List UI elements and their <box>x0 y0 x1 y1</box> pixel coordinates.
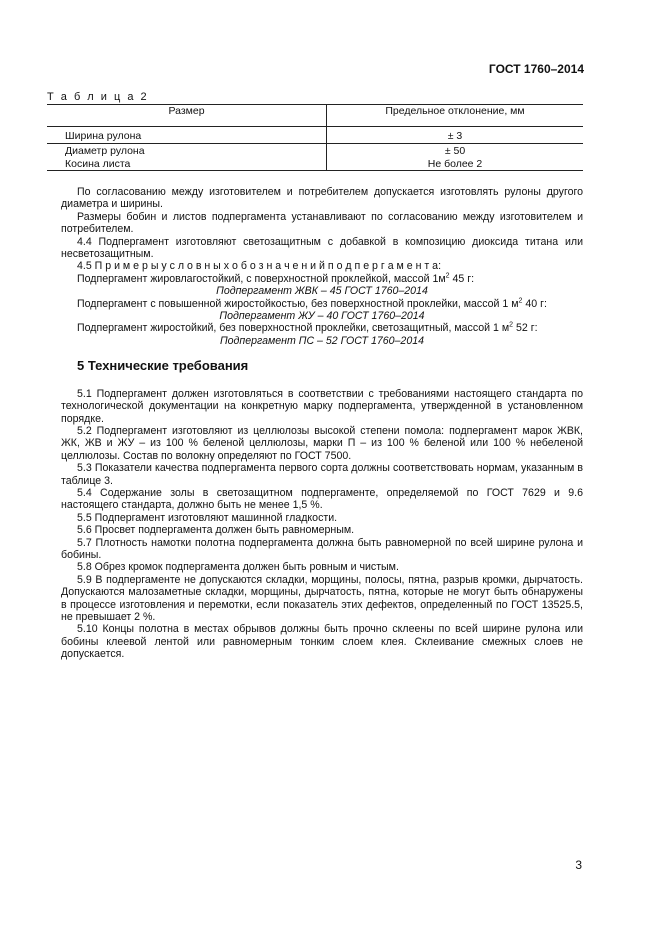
clause-5-6: 5.6 Просвет подпергамента должен быть равномерным. <box>77 524 355 537</box>
clause-5-1: 5.1 Подпергамент должен изготовляться в соответствии с требованиями настоящего стандарта по технологической документации на конкретную марку подпергамента, утвержденной в установленном порядке. <box>61 387 583 425</box>
paragraph-4-4: 4.4 Подпергамент изготовляют светозащитным с добавкой в композицию диоксида титана или несветозащитным. <box>61 235 583 261</box>
clause-5-4: 5.4 Содержание золы в светозащитном подпергаменте, определяемой по ГОСТ 7629 и 9.6 настоящего стандарта, должно быть не менее 1,5 %. <box>61 486 583 512</box>
clause-5-2: 5.2 Подпергамент изготовляют из целлюлозы высокой степени помола: подпергамент марок ЖВК, ЖК, ЖВ и ЖУ – из 100 % беленой целлюлозы, марки П – из 100 % беленой или 100 % небеленой целлюлозы. Состав по волокну определяют по ГОСТ 7500. <box>61 424 583 462</box>
clause-5-5: 5.5 Подпергамент изготовляют машинной гладкости. <box>77 511 338 524</box>
clause-5-10: 5.10 Концы полотна в местах обрывов должны быть прочно склеены по всей ширине рулона или бобины клеевой лентой или равномерным тонким слоем клея. Склеивание смежных слоев не допускается. <box>61 623 583 661</box>
dimensions-table <box>47 104 583 171</box>
table-cell: ± 50 <box>444 144 466 157</box>
example-2-code: Подпергамент ЖУ – 40 ГОСТ 1760–2014 <box>219 310 425 323</box>
column-header-size: Размер <box>47 105 327 127</box>
example-1-text: Подпергамент жировлагостойкий, с поверхностной проклейкой, массой $1м^2$ 45 г: <box>77 272 475 285</box>
clause-5-8: 5.8 Обрез кромок подпергамента должен быть ровным и чистым. <box>77 561 399 574</box>
table-row <box>47 157 583 171</box>
table-cell: ± 3 <box>327 127 584 144</box>
table-cell: Диаметр рулона <box>47 144 327 158</box>
example-2-text: Подпергамент с повышенной жиростойкостью, без поверхностной проклейки, массой 1 $м^2$ 40 г: <box>77 297 547 310</box>
column-header-deviation: Предельное отклонение, мм <box>327 105 584 127</box>
section-5-heading: 5 Технические требования <box>77 358 249 374</box>
clause-5-9: 5.9 В подпергаменте не допускаются складки, морщины, полосы, пятна, разрыв кромки, дырчатость. Допускаются малозаметные складки, морщины, дырчатость, пятна, которые не могут быть обнаружены в процессе изготовления и перемотки, если показатель этих дефектов, определенный по ГОСТ 13525.5, не превышает 2 %. <box>61 573 583 623</box>
table-row <box>47 127 583 144</box>
paragraph-4-5-heading: 4.5 П р и м е р ы у с л о в н ы х о б о з н а ч е н и й п о д п е р г а м е н т а: <box>77 260 442 273</box>
paragraph: По согласованию между изготовителем и потребителем допускается изготовлять рулоны другого диаметра и ширины. <box>61 186 583 211</box>
table-cell: Ширина рулона <box>47 127 327 144</box>
table-caption: Т а б л и ц а 2 <box>47 91 149 103</box>
document-standard-header: ГОСТ 1760–2014 <box>488 62 584 76</box>
table-row <box>47 144 583 158</box>
example-1-code: Подпергамент ЖВК – 45 ГОСТ 1760–2014 <box>216 285 428 298</box>
clause-5-7: 5.7 Плотность намотки полотна подпергамента должна быть равномерной по всей ширине рулона и бобины. <box>61 536 583 561</box>
document-body <box>61 186 583 661</box>
clause-5-3: 5.3 Показатели качества подпергамента первого сорта должны соответствовать нормам, указанным в таблице 3. <box>61 462 583 487</box>
table-header-row <box>47 105 583 127</box>
table-cell: Не более 2 <box>327 157 584 171</box>
page-number: 3 <box>575 858 582 872</box>
example-3-text: Подпергамент жиростойкий, без поверхностной проклейки, светозащитный, массой 1 $м^2$ 52 г: <box>77 321 538 335</box>
paragraph: Размеры бобин и листов подпергамента устанавливают по согласованию между изготовителем и потребителем. <box>61 210 583 236</box>
example-3-code: Подпергамент ПС – 52 ГОСТ 1760–2014 <box>219 334 424 347</box>
table-cell: Косина листа <box>47 157 327 171</box>
